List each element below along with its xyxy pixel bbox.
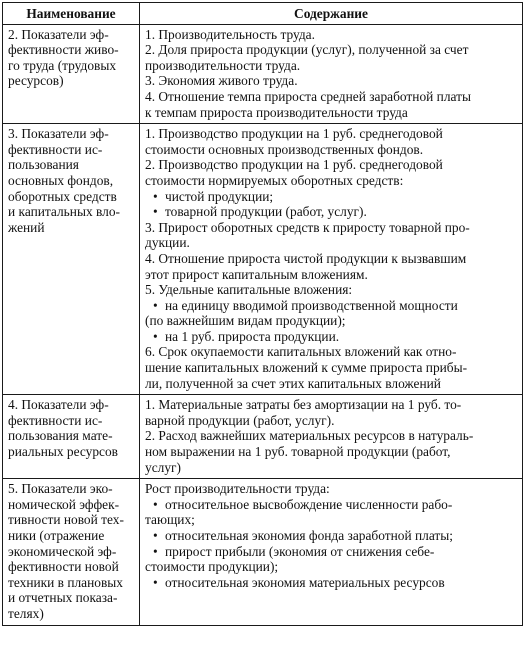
- content-line: услуг): [145, 459, 181, 475]
- content-line: производительности труда.: [145, 57, 301, 73]
- bullet-text: товарной продукции (работ, услуг).: [165, 204, 367, 220]
- bullet-line: [145, 575, 518, 591]
- bullet-item: [145, 544, 518, 575]
- content-line: стоимости нормируемых оборотных средств:: [145, 172, 404, 188]
- bullet-icon: •: [153, 328, 158, 344]
- header-content: Содержание: [140, 3, 523, 25]
- content-paragraph: [145, 251, 518, 282]
- bullet-line: [145, 528, 518, 544]
- content-line: стоимости основных производственных фондов.: [145, 141, 424, 157]
- bullet-item: [145, 497, 518, 528]
- bullet-item: [145, 575, 518, 591]
- indicator-name-line: экономической эф-: [8, 543, 117, 559]
- bullet-text: на единицу вводимой производственной мощности: [165, 297, 458, 313]
- indicator-name-line: фективности ис-: [8, 141, 103, 157]
- bullet-text: относительная экономия материальных ресурсов: [165, 574, 445, 590]
- bullet-text: относительное высвобождение численности рабо-: [165, 496, 453, 512]
- bullet-item: [145, 298, 518, 329]
- indicator-name-cell: [3, 24, 140, 124]
- content-line: 2. Производство продукции на 1 руб. среднегодовой: [145, 157, 443, 173]
- bullet-line: [145, 329, 518, 345]
- indicator-name-line: телях): [8, 605, 44, 621]
- content-line: 4. Отношение прироста чистой продукции к вызвавшим: [145, 250, 467, 266]
- content-line: ном выражении на 1 руб. товарной продукции (работ,: [145, 444, 451, 460]
- indicator-name-cell: [3, 479, 140, 625]
- indicator-content-cell: [140, 395, 523, 479]
- table-row: [3, 479, 523, 625]
- indicator-name-line: тивности новой тех-: [8, 512, 124, 528]
- indicator-name-line: жений: [8, 219, 45, 235]
- content-line: дукции.: [145, 235, 190, 251]
- indicator-name-line: пользования: [8, 157, 79, 173]
- content-line: 2. Доля прироста продукции (услуг), полученной за счет: [145, 42, 469, 58]
- content-line: 4. Отношение темпа прироста средней заработной платы: [145, 88, 471, 104]
- content-paragraph: [145, 89, 518, 120]
- content-line: 2. Расход важнейших материальных ресурсов в натураль-: [145, 428, 474, 444]
- bullet-line: [145, 189, 518, 205]
- table-row: [3, 24, 523, 124]
- content-line: 1. Производительность труда.: [145, 26, 315, 42]
- bullet-item: [145, 189, 518, 205]
- content-paragraph: [145, 157, 518, 188]
- bullet-item: [145, 528, 518, 544]
- indicator-name-line: 3. Показатели эф-: [8, 126, 109, 142]
- indicator-name-line: техники в плановых: [8, 574, 124, 590]
- content-paragraph: [145, 27, 518, 43]
- content-paragraph: [145, 220, 518, 251]
- content-paragraph: [145, 73, 518, 89]
- indicator-name-cell: [3, 395, 140, 479]
- indicator-name-line: и отчетных показа-: [8, 590, 118, 606]
- indicator-name-line: основных фондов,: [8, 172, 114, 188]
- content-line: к темпам прироста производительности труда: [145, 104, 408, 120]
- indicator-name-line: 4. Показатели эф-: [8, 397, 109, 413]
- table-row: [3, 395, 523, 479]
- bullet-icon: •: [153, 204, 158, 220]
- bullet-text: на 1 руб. прироста продукции.: [165, 328, 340, 344]
- indicator-name-line: ники (отражение: [8, 528, 105, 543]
- bullet-text: чистой продукции;: [165, 188, 274, 204]
- bullet-icon: •: [153, 528, 158, 543]
- bullet-icon: •: [153, 543, 158, 559]
- content-line: 3. Прирост оборотных средств к приросту товарной про-: [145, 219, 470, 235]
- bullet-continuation: (по важнейшим видам продукции);: [145, 313, 346, 329]
- content-paragraph: [145, 282, 518, 298]
- content-line: ли, полученной за счет этих капитальных вложений: [145, 375, 441, 391]
- content-line: шение капитальных вложений к сумме прироста прибы-: [145, 360, 468, 376]
- bullet-line: [145, 497, 518, 513]
- content-line: 6. Срок окупаемости капитальных вложений как отно-: [145, 344, 457, 360]
- indicator-name-line: 5. Показатели эко-: [8, 481, 113, 497]
- bullet-text: прирост прибыли (экономия от снижения себе-: [165, 543, 435, 559]
- bullet-item: [145, 204, 518, 220]
- bullet-line: [145, 544, 518, 560]
- indicator-name-line: оборотных средств: [8, 188, 117, 204]
- content-line: 1. Производство продукции на 1 руб. среднегодовой: [145, 126, 443, 142]
- content-line: 3. Экономия живого труда.: [145, 73, 298, 89]
- indicator-name-line: 2. Показатели эф-: [8, 26, 109, 42]
- content-line: варной продукции (работ, услуг).: [145, 412, 335, 428]
- bullet-line: [145, 298, 518, 314]
- indicator-name-line: номической эффек-: [8, 496, 120, 512]
- bullet-icon: •: [153, 188, 158, 204]
- indicator-name-line: фективности новой: [8, 559, 119, 575]
- bullet-icon: •: [153, 574, 158, 590]
- header-name: Наименование: [3, 3, 140, 25]
- content-paragraph: [145, 344, 518, 391]
- bullet-text: относительная экономия фонда заработной платы;: [165, 528, 453, 543]
- content-paragraph: [145, 397, 518, 428]
- content-line: Рост производительности труда:: [145, 481, 330, 497]
- bullet-icon: •: [153, 297, 158, 313]
- content-line: этот прирост капитальным вложениям.: [145, 266, 368, 282]
- indicator-name-line: го труда (трудовых: [8, 57, 117, 73]
- indicator-name-line: и капитальных вло-: [8, 204, 120, 220]
- indicator-name-line: фективности живо-: [8, 42, 119, 58]
- bullet-icon: •: [153, 496, 158, 512]
- header-row: [3, 3, 523, 25]
- content-line: 5. Удельные капитальные вложения:: [145, 282, 353, 298]
- indicator-content-cell: [140, 124, 523, 395]
- indicator-name-line: пользования мате-: [8, 428, 113, 444]
- bullet-line: [145, 204, 518, 220]
- bullet-continuation: стоимости продукции);: [145, 559, 279, 575]
- indicator-name-line: риальных ресурсов: [8, 444, 119, 460]
- content-paragraph: [145, 481, 518, 497]
- table-row: [3, 124, 523, 395]
- content-line: 1. Материальные затраты без амортизации на 1 руб. то-: [145, 397, 462, 413]
- bullet-continuation: тающих;: [145, 512, 195, 528]
- content-paragraph: [145, 42, 518, 73]
- content-paragraph: [145, 126, 518, 157]
- indicator-name-line: фективности ис-: [8, 412, 103, 428]
- content-paragraph: [145, 428, 518, 475]
- indicator-name-line: ресурсов): [8, 73, 64, 89]
- indicator-name-cell: [3, 124, 140, 395]
- indicator-content-cell: [140, 479, 523, 625]
- bullet-item: [145, 329, 518, 345]
- indicator-content-cell: [140, 24, 523, 124]
- indicators-table: [2, 2, 523, 626]
